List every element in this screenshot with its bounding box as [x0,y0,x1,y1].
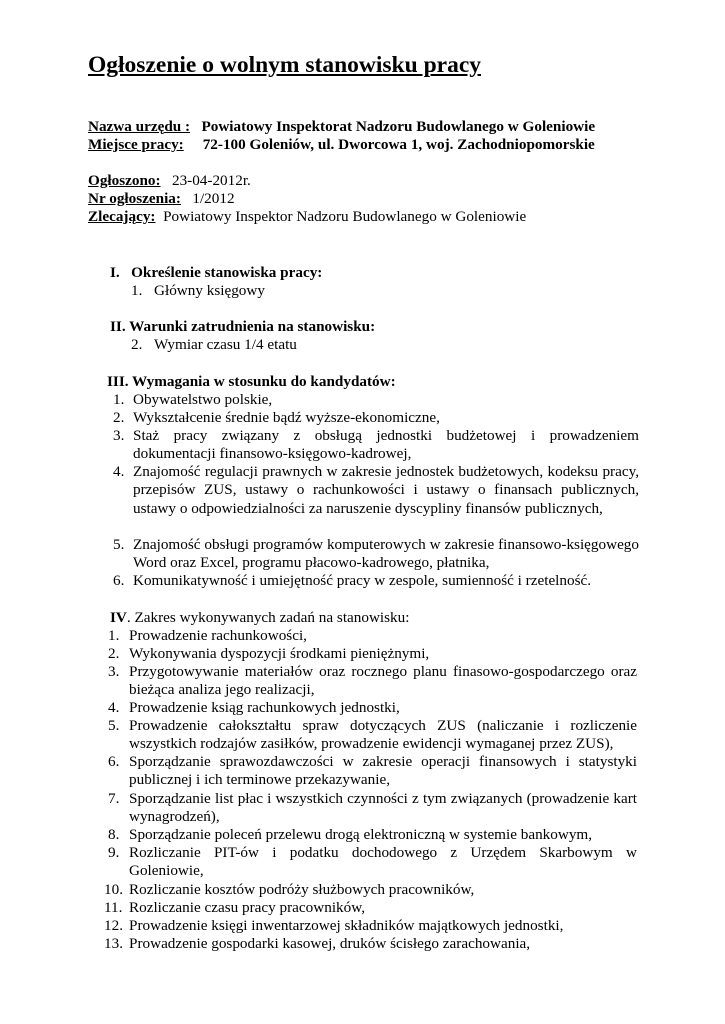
announced-label: Ogłoszono: [88,172,161,189]
office-value: Powiatowy Inspektorat Nadzoru Budowlanego w Goleniowie [201,118,596,135]
list-item-text: Prowadzenie ksiąg rachunkowych jednostki, [129,699,400,716]
list-item-text: Komunikatywność i umiejętność pracy w zespole, sumienność i rzetelność. [133,572,592,589]
list-item-num: 13. [104,935,123,952]
place-label: Miejsce pracy: [88,136,184,153]
list-item-num: 4. [108,699,120,716]
section-4-heading [110,609,409,627]
number-row [88,190,235,208]
list-item-text: Znajomość regulacji prawnych w zakresie jednostek budżetowych, kodeksu pracy, przepisów ZUS, ustawy o rachunkowości i ustawy o finansach publicznych, ustawy o odpowiedzialności za naruszenie dyscypliny finansów publicznych, [133,463,639,517]
contractor-value: Powiatowy Inspektor Nadzoru Budowlanego w Goleniowie [163,208,527,225]
contractor-label: Zlecający: [88,208,156,225]
number-value: 1/2012 [192,190,235,207]
office-row [88,118,595,136]
list-item-num: 6. [113,572,125,589]
list-item-num: 3. [108,663,120,680]
list-item-num: 1. [108,627,120,644]
list-item-num: 11. [104,899,123,916]
place-row [88,136,595,154]
list-item-num: 4. [113,463,125,480]
list-item-num: 2. [113,409,125,426]
section-2-heading: II. Warunki zatrudnienia na stanowisku: [110,318,376,335]
list-item-num: 2. [108,645,120,662]
list-item-num: 1. [113,391,125,408]
list-item-num: 5. [113,536,125,553]
list-item-num: 9. [108,844,120,861]
announced-value: 23-04-2012r. [171,172,251,189]
section-3-heading: III. Wymagania w stosunku do kandydatów: [107,373,396,390]
list-item-text: Prowadzenie gospodarki kasowej, druków ścisłego zarachowania, [129,935,531,952]
list-item-text: Staż pracy związany z obsługą jednostki budżetowej i prowadzeniem dokumentacji finansowo-księgowo-kadrowej, [133,427,639,463]
section-2-item-text: Wymiar czasu 1/4 etatu [154,336,297,353]
section-4-heading-num: IV [110,609,127,626]
list-item-text: Rozliczanie kosztów podróży służbowych pracowników, [129,881,475,898]
list-item-text: Przygotowywanie materiałów oraz rocznego planu finasowo-gospodarczego oraz bieżąca analiza jego realizacji, [129,663,637,699]
list-item-text: Prowadzenie rachunkowości, [129,627,307,644]
list-item-text: Sporządzanie poleceń przelewu drogą elektroniczną w systemie bankowym, [129,826,593,843]
section-4-heading-text: . Zakres wykonywanych zadań na stanowisku: [126,609,410,626]
list-item-num: 6. [108,753,120,770]
list-item-text: Znajomość obsługi programów komputerowych w zakresie finansowo-księgowego Word oraz Excel, programu płacowo-kadrowego, płatnika, [133,536,639,572]
list-item-text: Prowadzenie księgi inwentarzowej składników majątkowych jednostki, [129,917,564,934]
list-item-num: 7. [108,790,120,807]
list-item-text: Sporządzanie sprawozdawczości w zakresie operacji finansowych i statystyki publicznej i ich terminowe przekazywanie, [129,753,637,789]
page-title: Ogłoszenie o wolnym stanowisku pracy [88,52,481,78]
list-item-text: Sporządzanie list płac i wszystkich czynności z tym związanych (prowadzenie kart wynagrodzeń), [129,790,637,826]
section-2-item-num: 2. [131,336,143,353]
section-1-item-text: Główny księgowy [154,282,265,299]
list-item-text: Wykształcenie średnie bądź wyższe-ekonomiczne, [133,409,440,426]
announced-row [88,172,251,190]
list-item-text: Rozliczanie PIT-ów i podatku dochodowego z Urzędem Skarbowym w Goleniowie, [129,844,637,880]
section-1-heading: I. Określenie stanowiska pracy: [110,264,323,281]
list-item-num: 10. [104,881,123,898]
list-item-num: 3. [113,427,125,444]
list-item-text: Wykonywania dyspozycji środkami pieniężnymi, [129,645,430,662]
list-item-text: Obywatelstwo polskie, [133,391,273,408]
list-item-num: 12. [104,917,123,934]
contractor-row [88,208,526,226]
list-item-text: Rozliczanie czasu pracy pracowników, [129,899,365,916]
place-value: 72-100 Goleniów, ul. Dworcowa 1, woj. Zachodniopomorskie [202,136,595,153]
list-item-num: 8. [108,826,120,843]
list-item-text: Prowadzenie całokształtu spraw dotyczących ZUS (naliczanie i rozliczenie wszystkich rodzajów zasiłków, prowadzenie ewidencji wymaganej przez ZUS), [129,717,637,753]
office-label: Nazwa urzędu : [88,118,191,135]
section-1-item-num: 1. [131,282,143,299]
list-item-num: 5. [108,717,120,734]
number-label: Nr ogłoszenia: [88,190,181,207]
